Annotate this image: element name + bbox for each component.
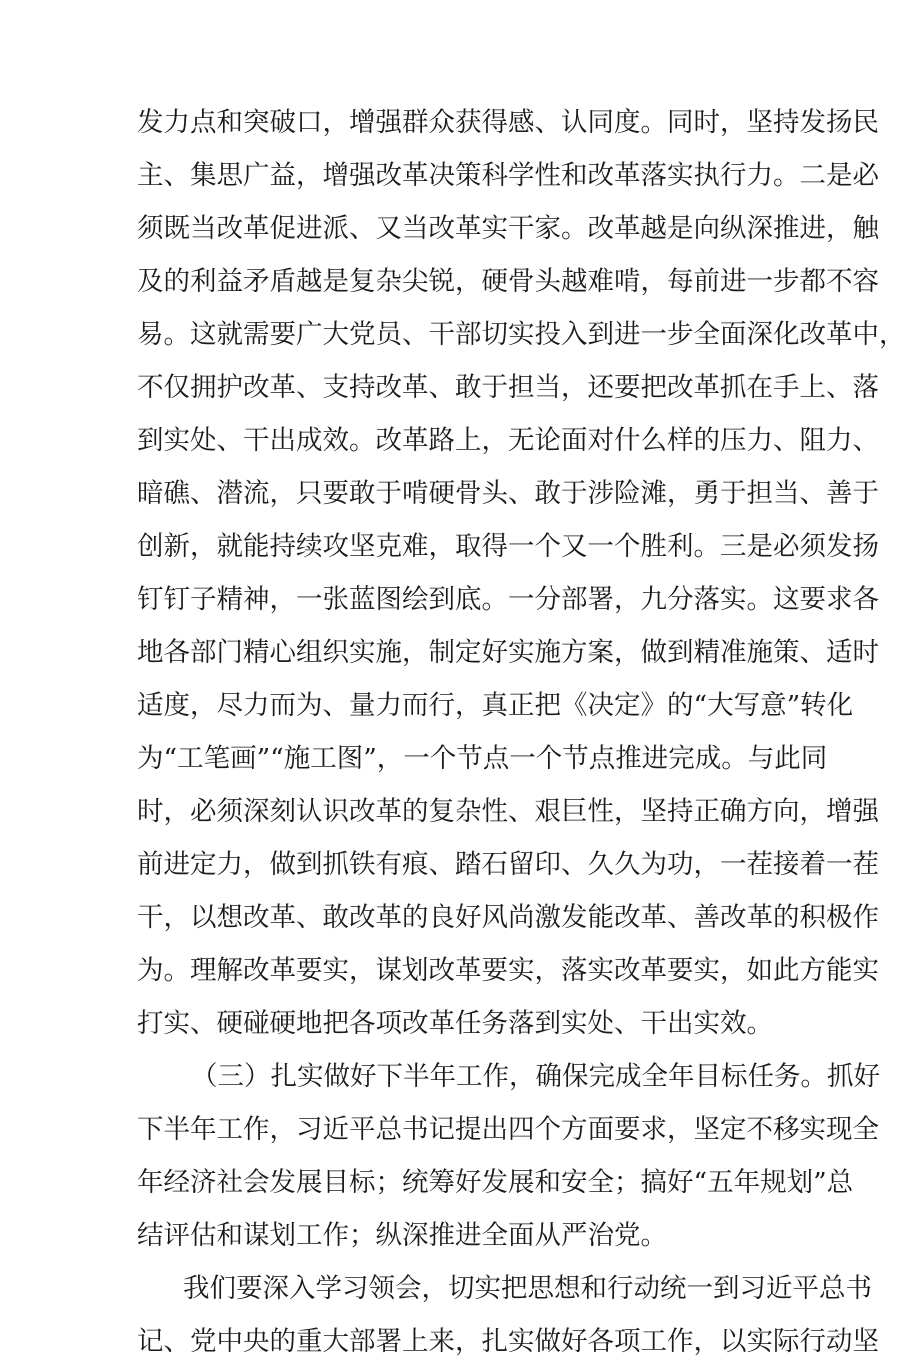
text-line: 为 “ 工 笔 画 ” “ 施 工 图 ” ， 一 个 节 点 一 个 节 点 推 进 完 成 。 与 此 同 <box>137 743 828 774</box>
text-line: 到 实 处 、 干 出 成 效 。 改 革 路 上 ， 无 论 面 对 什 么 样 的 压 力 、 阻 力 、 <box>137 425 879 456</box>
text-line: 下 半 年 工 作 ， 习 近 平 总 书 记 提 出 四 个 方 面 要 求 ， 坚 定 不 移 实 现 全 <box>137 1114 879 1145</box>
text-line: 钉 钉 子 精 神 ， 一 张 蓝 图 绘 到 底 。 一 分 部 署 ， 九 分 落 实 。 这 要 求 各 <box>137 584 879 615</box>
text-line: 打实、硬碰硬地把各项改革任务落到实处、干出实效。 <box>137 1008 773 1039</box>
text-line: 地 各 部 门 精 心 组 织 实 施 ， 制 定 好 实 施 方 案 ， 做 到 精 准 施 策 、 适 时 <box>137 637 879 668</box>
text-line: 结评估和谋划工作；纵深推进全面从严治党。 <box>137 1220 667 1251</box>
text-line: 干 ， 以 想 改 革 、 敢 改 革 的 良 好 风 尚 激 发 能 改 革 、 善 改 革 的 积 极 作 <box>137 902 879 933</box>
text-line: 发 力 点 和 突 破 口 ， 增 强 群 众 获 得 感 、 认 同 度 。 同 时 ， 坚 持 发 扬 民 <box>137 107 879 138</box>
text-line: 及 的 利 益 矛 盾 越 是 复 杂 尖 锐 ， 硬 骨 头 越 难 啃 ， 每 前 进 一 步 都 不 容 <box>137 266 879 297</box>
text-line: 记 、 党 中 央 的 重 大 部 署 上 来 ， 扎 实 做 好 各 项 工 作 ， 以 实 际 行 动 坚 <box>137 1326 879 1357</box>
text-line: 创 新 ， 就 能 持 续 攻 坚 克 难 ， 取 得 一 个 又 一 个 胜 利 。 三 是 必 须 发 扬 <box>137 531 879 562</box>
text-line: 前 进 定 力 ， 做 到 抓 铁 有 痕 、 踏 石 留 印 、 久 久 为 功 ， 一 茬 接 着 一 茬 <box>137 849 879 880</box>
section-heading-line: （ 三 ） 扎 实 做 好 下 半 年 工 作 ， 确 保 完 成 全 年 目 标 任 务 。 抓 好 <box>191 1061 880 1092</box>
paragraph-first-line: 我 们 要 深 入 学 习 领 会 ， 切 实 把 思 想 和 行 动 统 一 到 习 近 平 总 书 <box>183 1273 872 1304</box>
text-line: 年 经 济 社 会 发 展 目 标 ； 统 筹 好 发 展 和 安 全 ； 搞 好 “ 五 年 规 划 ” 总 <box>137 1167 854 1198</box>
text-line: 主 、 集 思 广 益 ， 增 强 改 革 决 策 科 学 性 和 改 革 落 实 执 行 力 。 二 是 必 <box>137 160 879 191</box>
text-line: 时 ， 必 须 深 刻 认 识 改 革 的 复 杂 性 、 艰 巨 性 ， 坚 持 正 确 方 向 ， 增 强 <box>137 796 879 827</box>
text-line: 不 仅 拥 护 改 革 、 支 持 改 革 、 敢 于 担 当 ， 还 要 把 改 革 抓 在 手 上 、 落 <box>137 372 879 403</box>
text-line: 须 既 当 改 革 促 进 派 、 又 当 改 革 实 干 家 。 改 革 越 是 向 纵 深 推 进 ， 触 <box>137 213 879 244</box>
text-line: 暗 礁 、 潜 流 ， 只 要 敢 于 啃 硬 骨 头 、 敢 于 涉 险 滩 ， 勇 于 担 当 、 善 于 <box>137 478 879 509</box>
text-line: 适 度 ， 尽 力 而 为 、 量 力 而 行 ， 真 正 把 《 决 定 》 的 “ 大 写 意 ” 转 化 <box>137 690 854 721</box>
text-line: 易 。 这 就 需 要 广 大 党 员 、 干 部 切 实 投 入 到 进 一 步 全 面 深 化 改 革 中 ， <box>137 319 906 350</box>
text-line: 为 。 理 解 改 革 要 实 ， 谋 划 改 革 要 实 ， 落 实 改 革 要 实 ， 如 此 方 能 实 <box>137 955 879 986</box>
